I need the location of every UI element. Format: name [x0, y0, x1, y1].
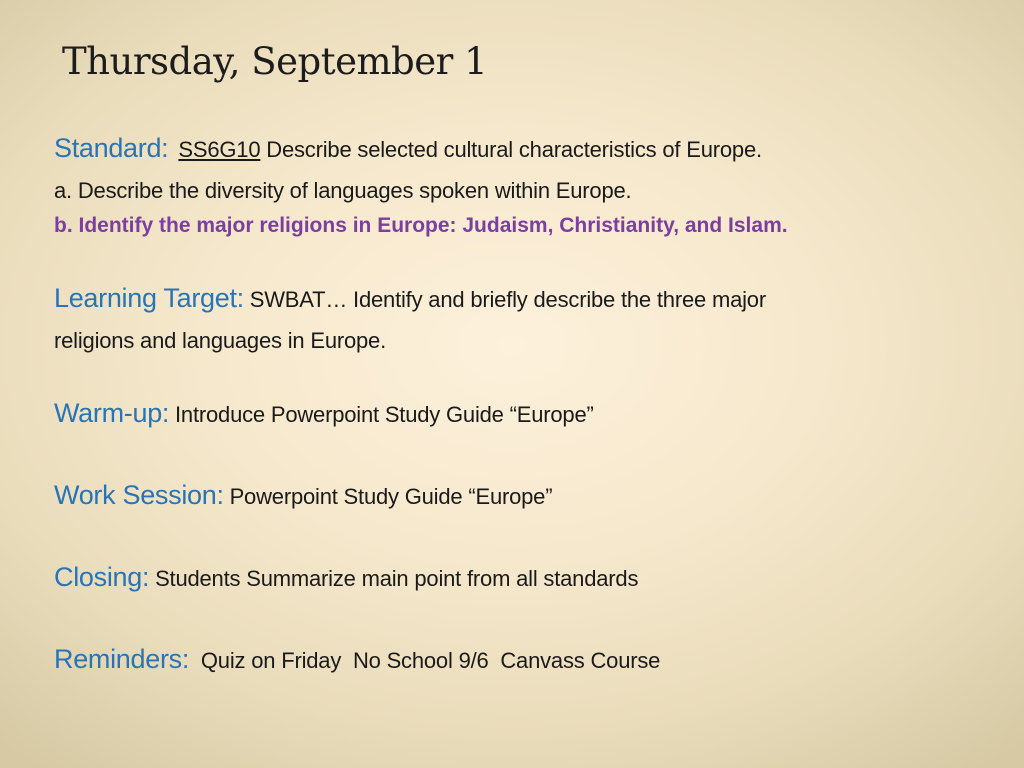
learning-target-label: Learning Target:	[54, 283, 244, 313]
reminders-label: Reminders:	[54, 644, 190, 674]
reminders-text: Quiz on Friday No School 9/6 Canvass Course	[189, 648, 661, 673]
standard-item-a: a. Describe the diversity of languages spoken within Europe.	[54, 178, 632, 203]
reminders-section	[54, 639, 974, 684]
learning-target-section	[54, 278, 974, 358]
warm-up-text: Introduce Powerpoint Study Guide “Europe”	[169, 402, 594, 427]
warm-up-label: Warm-up:	[54, 398, 170, 428]
standard-label: Standard:	[54, 133, 169, 163]
learning-target-text-line1: SWBAT… Identify and briefly describe the three major	[243, 287, 766, 312]
warm-up-section	[54, 393, 974, 438]
work-session-section	[54, 475, 974, 520]
standard-section	[54, 128, 974, 243]
closing-section	[54, 557, 974, 602]
standard-code: SS6G10	[178, 137, 261, 162]
work-session-text: Powerpoint Study Guide “Europe”	[223, 484, 553, 509]
standard-description: Describe selected cultural characteristics of Europe.	[260, 137, 762, 162]
learning-target-text-line2: religions and languages in Europe.	[54, 328, 386, 353]
closing-text: Students Summarize main point from all standards	[149, 566, 639, 591]
slide-title: Thursday, September 1	[62, 40, 488, 83]
closing-label: Closing:	[54, 562, 150, 592]
work-session-label: Work Session:	[54, 480, 224, 510]
standard-item-b: b. Identify the major religions in Europe: Judaism, Christianity, and Islam.	[54, 214, 788, 237]
